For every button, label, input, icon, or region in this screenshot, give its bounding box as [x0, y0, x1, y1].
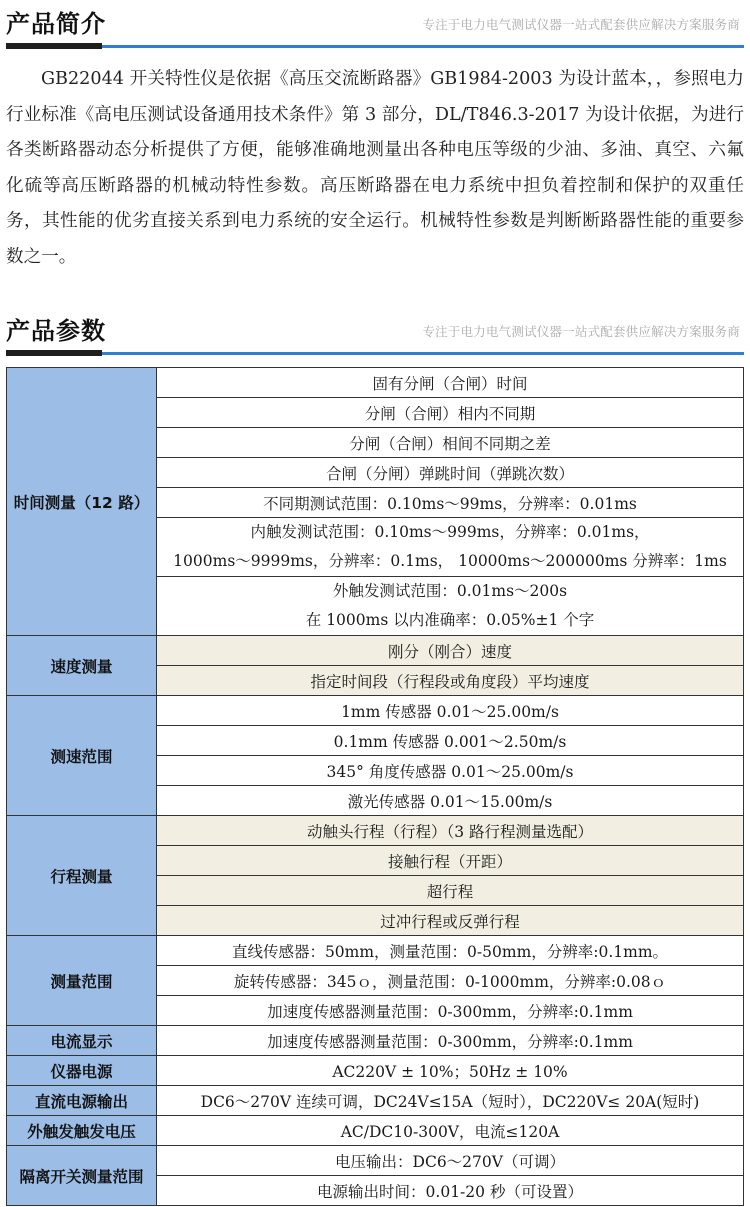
param-value: 345° 角度传感器 0.01～25.00m/s	[157, 756, 744, 786]
param-value: AC/DC10-300V，电流≤120A	[157, 1116, 744, 1146]
param-value: 合闸（分闸）弹跳时间（弹跳次数）	[157, 458, 744, 488]
param-value-line: 1000ms～9999ms，分辨率：0.1ms， 10000ms～200000ms 分辨率：1ms	[173, 552, 727, 570]
param-value: 直线传感器：50mm，测量范围：0-50mm，分辨率:0.1mm。	[157, 936, 744, 966]
param-value: DC6～270V 连续可调，DC24V≤15A（短时），DC220V≤ 20A(短时)	[157, 1086, 744, 1116]
param-value: AC220V ± 10%；50Hz ± 10%	[157, 1056, 744, 1086]
intro-section-title: 产品简介	[6, 10, 106, 38]
param-category: 速度测量	[7, 636, 157, 696]
table-row	[7, 1146, 744, 1176]
param-value-line: 内触发测试范围：0.10ms～999ms，分辨率：0.01ms，	[250, 523, 650, 541]
title-underline-dark	[6, 43, 102, 49]
param-value: 接触行程（开距）	[157, 846, 744, 876]
params-section-header	[0, 307, 750, 367]
param-category: 行程测量	[7, 816, 157, 936]
param-value: 加速度传感器测量范围：0-300mm，分辨率:0.1mm	[157, 996, 744, 1026]
intro-section-slogan: 专注于电力电气测试仪器一站式配套供应解决方案服务商	[422, 17, 740, 32]
param-value: 超行程	[157, 876, 744, 906]
param-value: 不同期测试范围：0.10ms～99ms，分辨率：0.01ms	[157, 488, 744, 518]
param-category: 外触发触发电压	[7, 1116, 157, 1146]
param-value: 分闸（合闸）相内不同期	[157, 398, 744, 428]
param-value: 1mm 传感器 0.01～25.00m/s	[157, 696, 744, 726]
param-category: 测量范围	[7, 936, 157, 1026]
param-category: 隔离开关测量范围	[7, 1146, 157, 1206]
params-table	[6, 367, 744, 1206]
param-value: 分闸（合闸）相间不同期之差	[157, 428, 744, 458]
param-category: 直流电源输出	[7, 1086, 157, 1116]
param-value: 固有分闸（合闸）时间	[157, 368, 744, 398]
params-table-body	[7, 368, 744, 1206]
param-value	[157, 518, 744, 577]
param-value: 刚分（刚合）速度	[157, 636, 744, 666]
param-value: 动触头行程（行程）（3 路行程测量选配）	[157, 816, 744, 846]
params-section-slogan: 专注于电力电气测试仪器一站式配套供应解决方案服务商	[422, 324, 740, 339]
param-category: 时间测量（12 路）	[7, 368, 157, 636]
param-value-line: 外触发测试范围：0.01ms～200s	[332, 582, 568, 600]
param-value	[157, 577, 744, 636]
table-row	[7, 1026, 744, 1056]
table-row	[7, 368, 744, 398]
title-underline-dark	[6, 350, 102, 356]
table-row	[7, 936, 744, 966]
param-value: 旋转传感器：345ｏ，测量范围：0-1000mm，分辨率:0.08ｏ	[157, 966, 744, 996]
param-value: 电压输出：DC6～270V（可调）	[157, 1146, 744, 1176]
table-row	[7, 816, 744, 846]
param-value: 激光传感器 0.01～15.00m/s	[157, 786, 744, 816]
param-value: 0.1mm 传感器 0.001～2.50m/s	[157, 726, 744, 756]
intro-paragraph: GB22044 开关特性仪是依据《高压交流断路器》GB1984-2003 为设计蓝本，，参照电力行业标准《高电压测试设备通用技术条件》第 3 部分，DL/T846.3-2017 为设计依据，为进行各类断路器动态分析提供了方便，能够准确地测量出各种电压等级的少油、多油、真空、六氟化硫等高压断路器的机械动特性参数。高压断路器在电力系统中担负着控制和保护的双重任务，其性能的优劣直接关系到电力系统的安全运行。机械特性参数是判断断路器性能的重要参数之一。	[6, 69, 744, 267]
param-value-line: 在 1000ms 以内准确率：0.05%±1 个字	[305, 611, 595, 629]
param-category: 仪器电源	[7, 1056, 157, 1086]
param-value: 电源输出时间：0.01-20 秒（可设置）	[157, 1176, 744, 1206]
param-value: 加速度传感器测量范围：0-300mm，分辨率:0.1mm	[157, 1026, 744, 1056]
param-value: 指定时间段（行程段或角度段）平均速度	[157, 666, 744, 696]
table-row	[7, 636, 744, 666]
title-underline-blue	[102, 352, 744, 355]
table-row	[7, 1116, 744, 1146]
intro-section-header	[0, 0, 750, 60]
table-row	[7, 1056, 744, 1086]
params-section-title: 产品参数	[6, 317, 106, 345]
param-value: 过冲行程或反弹行程	[157, 906, 744, 936]
param-category: 测速范围	[7, 696, 157, 816]
table-row	[7, 1086, 744, 1116]
title-underline-blue	[102, 45, 744, 48]
table-row	[7, 696, 744, 726]
param-category: 电流显示	[7, 1026, 157, 1056]
